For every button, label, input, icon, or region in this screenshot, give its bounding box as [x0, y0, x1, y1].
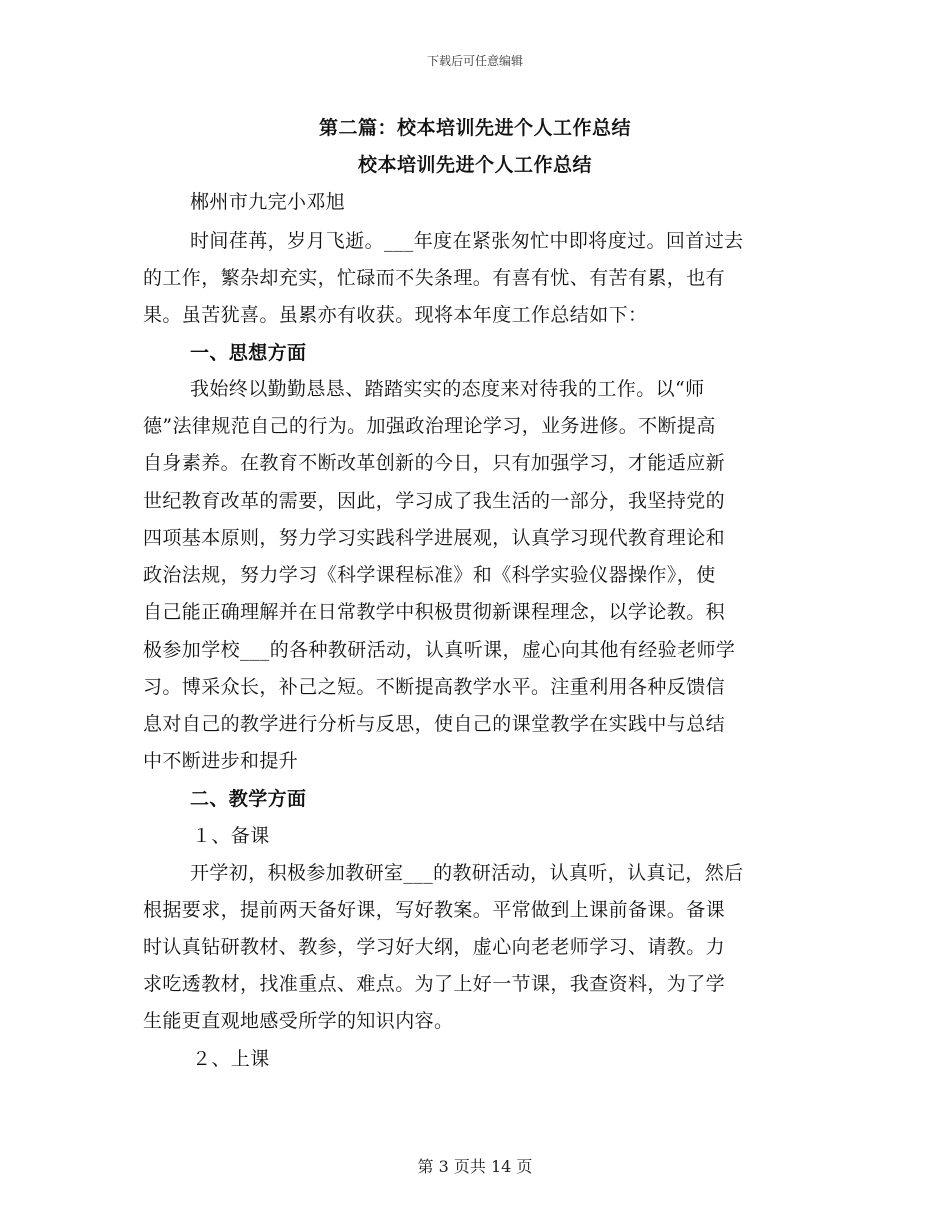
section-heading: 一、思想方面: [190, 342, 307, 364]
paragraph-line: 中不断进步和提升: [143, 750, 299, 772]
subsection-heading: ２、上课: [192, 1048, 270, 1070]
paragraph-line: 时认真钻研教材、教参，学习好大纲，虚心向老老师学习、请教。力: [143, 936, 726, 958]
paragraph-line: 开学初，积极参加教研室___的教研活动，认真听，认真记，然后: [190, 862, 744, 884]
paragraph-line: 生能更直观地感受所学的知识内容。: [143, 1010, 454, 1032]
paragraph-line: 的工作，繁杂却充实，忙碌而不失条理。有喜有忧、有苦有累，也有: [143, 267, 726, 289]
paragraph-line: 德”法律规范自己的行为。加强政治理论学习，业务进修。不断提高: [143, 415, 716, 437]
author-line: 郴州市九完小邓旭: [190, 191, 346, 213]
paragraph-line: 息对自己的教学进行分析与反思，使自己的课堂教学在实践中与总结: [143, 713, 726, 735]
document-title: 第二篇：校本培训先进个人工作总结: [318, 117, 631, 139]
paragraph-line: 极参加学校___的各种教研活动，认真听课，虚心向其他有经验老师学: [143, 639, 736, 661]
paragraph-line: 自己能正确理解并在日常教学中积极贯彻新课程理念，以学论教。积: [143, 601, 726, 623]
paragraph-line: 四项基本原则，努力学习实践科学进展观，认真学习现代教育理论和: [143, 527, 726, 549]
section-heading: 二、教学方面: [190, 788, 307, 810]
paragraph-line: 政治法规，努力学习《科学课程标准》和《科学实验仪器操作》，使: [143, 564, 716, 586]
page-header: 下载后可任意编辑: [426, 54, 523, 68]
paragraph-line: 求吃透教材，找准重点、难点。为了上好一节课，我查资料，为了学: [143, 973, 726, 995]
paragraph-line: 自身素养。在教育不断改革创新的今日，只有加强学习，才能适应新: [143, 452, 726, 474]
page-footer: 第 3 页共 14 页: [417, 1157, 533, 1176]
paragraph-line: 根据要求，提前两天备好课，写好教案。平常做到上课前备课。备课: [143, 899, 726, 921]
paragraph-line: 我始终以勤勤恳恳、踏踏实实的态度来对待我的工作。以“师: [190, 378, 705, 400]
document-subtitle: 校本培训先进个人工作总结: [357, 154, 592, 176]
paragraph-line: 时间荏苒，岁月飞逝。___年度在紧张匆忙中即将度过。回首过去: [190, 230, 744, 252]
subsection-heading: １、备课: [192, 825, 270, 847]
paragraph-line: 世纪教育改革的需要，因此，学习成了我生活的一部分，我坚持党的: [143, 490, 726, 512]
paragraph-line: 果。虽苦犹喜。虽累亦有收获。现将本年度工作总结如下：: [143, 304, 648, 326]
paragraph-line: 习。博采众长，补己之短。不断提高教学水平。注重利用各种反馈信: [143, 676, 726, 698]
